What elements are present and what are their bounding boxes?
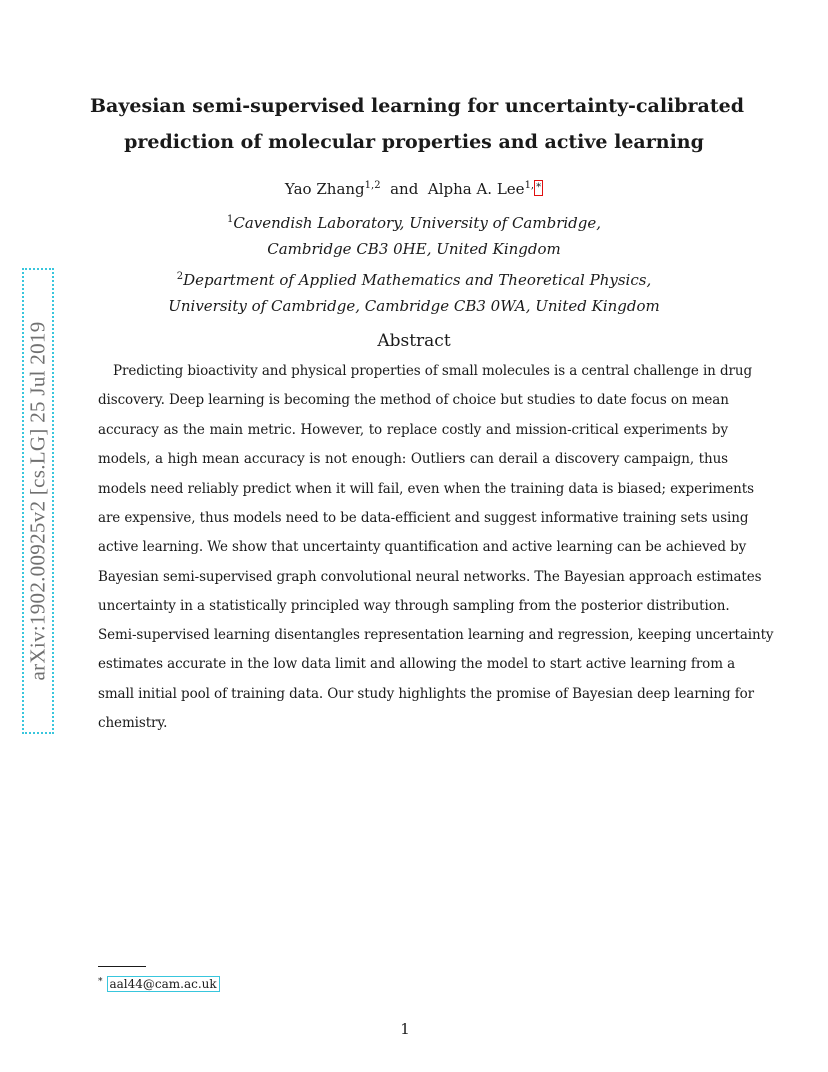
abstract-line: estimates accurate in the low data limit and allowing the model to start active learning from a xyxy=(98,656,736,672)
affiliation-1-text-1: Cavendish Laboratory, University of Cambridge, xyxy=(233,214,602,232)
affiliation-2-line-1 xyxy=(90,267,738,290)
corresponding-author-link[interactable]: * xyxy=(534,180,543,196)
title-line-1: Bayesian semi-supervised learning for uncertainty-calibrated xyxy=(90,95,745,117)
abstract-line: Semi-supervised learning disentangles representation learning and regression, keeping uncertainty xyxy=(98,627,774,643)
abstract-line: chemistry. xyxy=(98,715,168,731)
abstract-line: active learning. We show that uncertainty quantification and active learning can be achieved by xyxy=(98,539,747,555)
abstract-line: models need reliably predict when it will fail, even when the training data is biased; experiments xyxy=(98,481,754,497)
abstract-line: Bayesian semi-supervised graph convolutional neural networks. The Bayesian approach estimates xyxy=(98,569,762,585)
affiliation-2-text-1: Department of Applied Mathematics and Theoretical Physics, xyxy=(183,271,652,289)
author-1-affil-sup: 1,2 xyxy=(364,180,381,191)
arxiv-identifier: arXiv:1902.00925v2 [cs.LG] 25 Jul 2019 xyxy=(25,321,50,681)
abstract-line: discovery. Deep learning is becoming the method of choice but studies to date focus on mean xyxy=(98,392,729,408)
title-line-2: prediction of molecular properties and active learning xyxy=(124,131,704,153)
abstract-line: Predicting bioactivity and physical properties of small molecules is a central challenge in drug xyxy=(113,363,752,379)
abstract-heading: Abstract xyxy=(377,331,451,351)
author-2-name: Alpha A. Lee xyxy=(427,180,525,198)
affiliation-2-line-2: University of Cambridge, Cambridge CB3 0WA, United Kingdom xyxy=(168,297,660,315)
author-2-affil-sup: 1, xyxy=(524,180,535,191)
arxiv-identifier-box[interactable] xyxy=(22,268,54,734)
affiliation-1-sup: 1 xyxy=(226,214,234,225)
page-number: 1 xyxy=(400,1020,410,1038)
affiliation-1-line-1 xyxy=(90,210,738,233)
abstract-line: accuracy as the main metric. However, to replace costly and mission-critical experiments by xyxy=(98,422,728,438)
footnote-divider xyxy=(98,966,146,967)
affiliation-2-sup: 2 xyxy=(176,271,184,282)
abstract-line: small initial pool of training data. Our study highlights the promise of Bayesian deep learning for xyxy=(98,686,754,702)
footnote-mark: * xyxy=(98,977,103,987)
affiliation-1-line-2: Cambridge CB3 0HE, United Kingdom xyxy=(267,240,561,258)
author-connector: and xyxy=(390,180,419,198)
author-list xyxy=(90,176,738,199)
abstract-line: uncertainty in a statistically principled way through sampling from the posterior distribution. xyxy=(98,598,730,614)
footnote xyxy=(98,974,220,992)
abstract-line: are expensive, thus models need to be data-efficient and suggest informative training sets using xyxy=(98,510,749,526)
email-link[interactable]: aal44@cam.ac.uk xyxy=(107,976,220,992)
abstract-line: models, a high mean accuracy is not enough: Outliers can derail a discovery campaign, thus xyxy=(98,451,728,467)
author-1-name: Yao Zhang xyxy=(284,180,365,198)
paper-title xyxy=(90,88,745,160)
